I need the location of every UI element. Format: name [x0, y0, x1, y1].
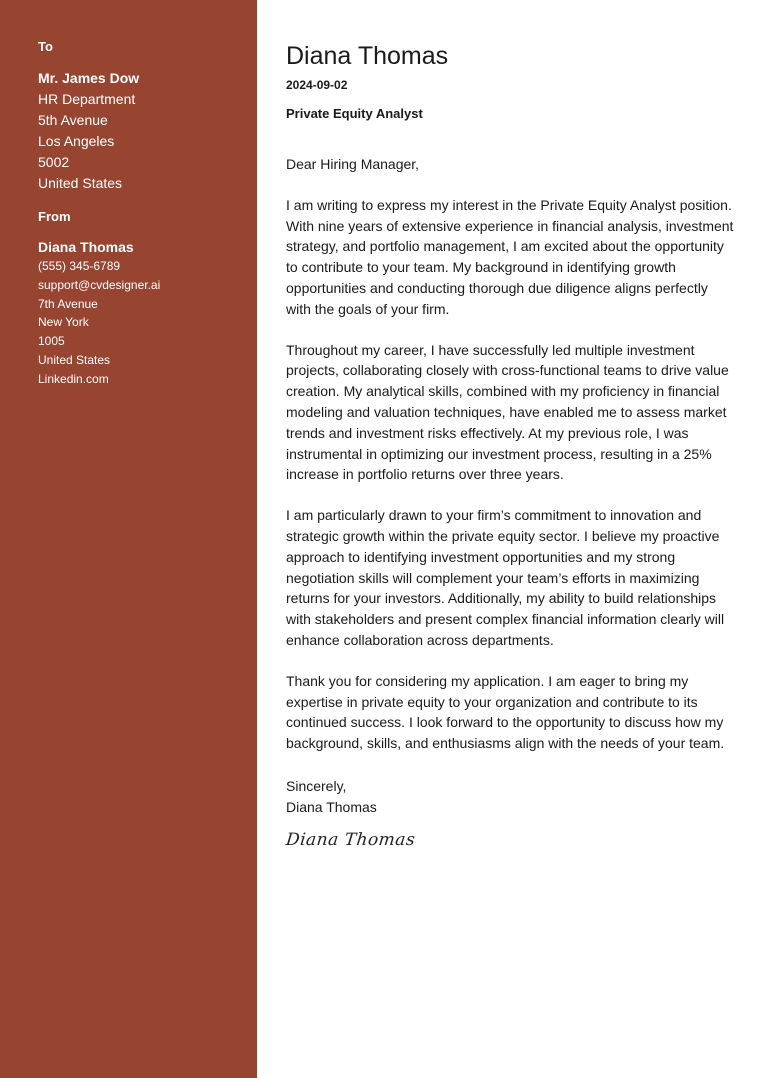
recipient-zip: 5002: [38, 154, 70, 170]
sender-country: United States: [38, 352, 111, 367]
paragraph-4: Thank you for considering my application. I am eager to bring my expertise in private equity to your organization and contribute to its continued success. I look forward to the opportunity to discuss how my background, skills, and enthusiasms align with the needs of your team.: [286, 672, 725, 752]
applicant-name: Diana Thomas: [286, 42, 449, 70]
recipient-city: Los Angeles: [38, 133, 115, 149]
recipient-name: Mr. James Dow: [38, 70, 140, 86]
recipient-street: 5th Avenue: [38, 112, 108, 128]
paragraph-2: Throughout my career, I have successfully led multiple investment projects, collaborating closely with cross-functional teams to drive value creation. My analytical skills, combined with my proficiency in financial modeling and valuation techniques, have enabled me to assess market trends and investment risks effectively. At my previous role, I was instrumental in optimizing our investment process, resulting in a 25% increase in portfolio returns over three years.: [286, 341, 729, 483]
position-title: Private Equity Analyst: [286, 106, 423, 121]
sender-name: Diana Thomas: [38, 239, 134, 255]
sender-heading: From: [38, 209, 71, 224]
letter-body: [286, 40, 736, 850]
sidebar-content: [38, 38, 248, 389]
recipient-department: HR Department: [38, 91, 136, 107]
recipient-heading: To: [38, 39, 53, 54]
letter-date: 2024-09-02: [286, 78, 348, 92]
signature: Diana Thomas: [284, 829, 417, 850]
sender-street: 7th Avenue: [38, 296, 98, 311]
paragraph-1: I am writing to express my interest in the Private Equity Analyst position. With nine years of extensive experience in financial analysis, investment strategy, and portfolio management, I am excited about the opportunity to contribute to your team. My background in identifying growth opportunities and conducting thorough due diligence aligns perfectly with the goals of your firm.: [286, 196, 734, 317]
sender-phone: (555) 345-6789: [38, 259, 121, 273]
paragraph-3: I am particularly drawn to your firm’s commitment to innovation and strategic growth within the private equity sector. I believe my proactive approach to identifying investment opportunities and my strong negotiation skills will complement your team’s efforts in maximizing returns for your investors. Additionally, my ability to build relationships with stakeholders and present complex financial information clearly will enhance collaboration across departments.: [286, 507, 725, 648]
closing: Sincerely,: [286, 777, 347, 794]
sender-linkedin: Linkedin.com: [38, 371, 109, 386]
salutation: Dear Hiring Manager,: [286, 156, 420, 172]
sender-email: support@cvdesigner.ai: [38, 277, 161, 292]
sender-city: New York: [38, 315, 89, 330]
sidebar: [0, 0, 257, 1078]
closing-name: Diana Thomas: [286, 798, 377, 815]
sender-zip: 1005: [38, 334, 65, 349]
recipient-country: United States: [38, 175, 123, 191]
